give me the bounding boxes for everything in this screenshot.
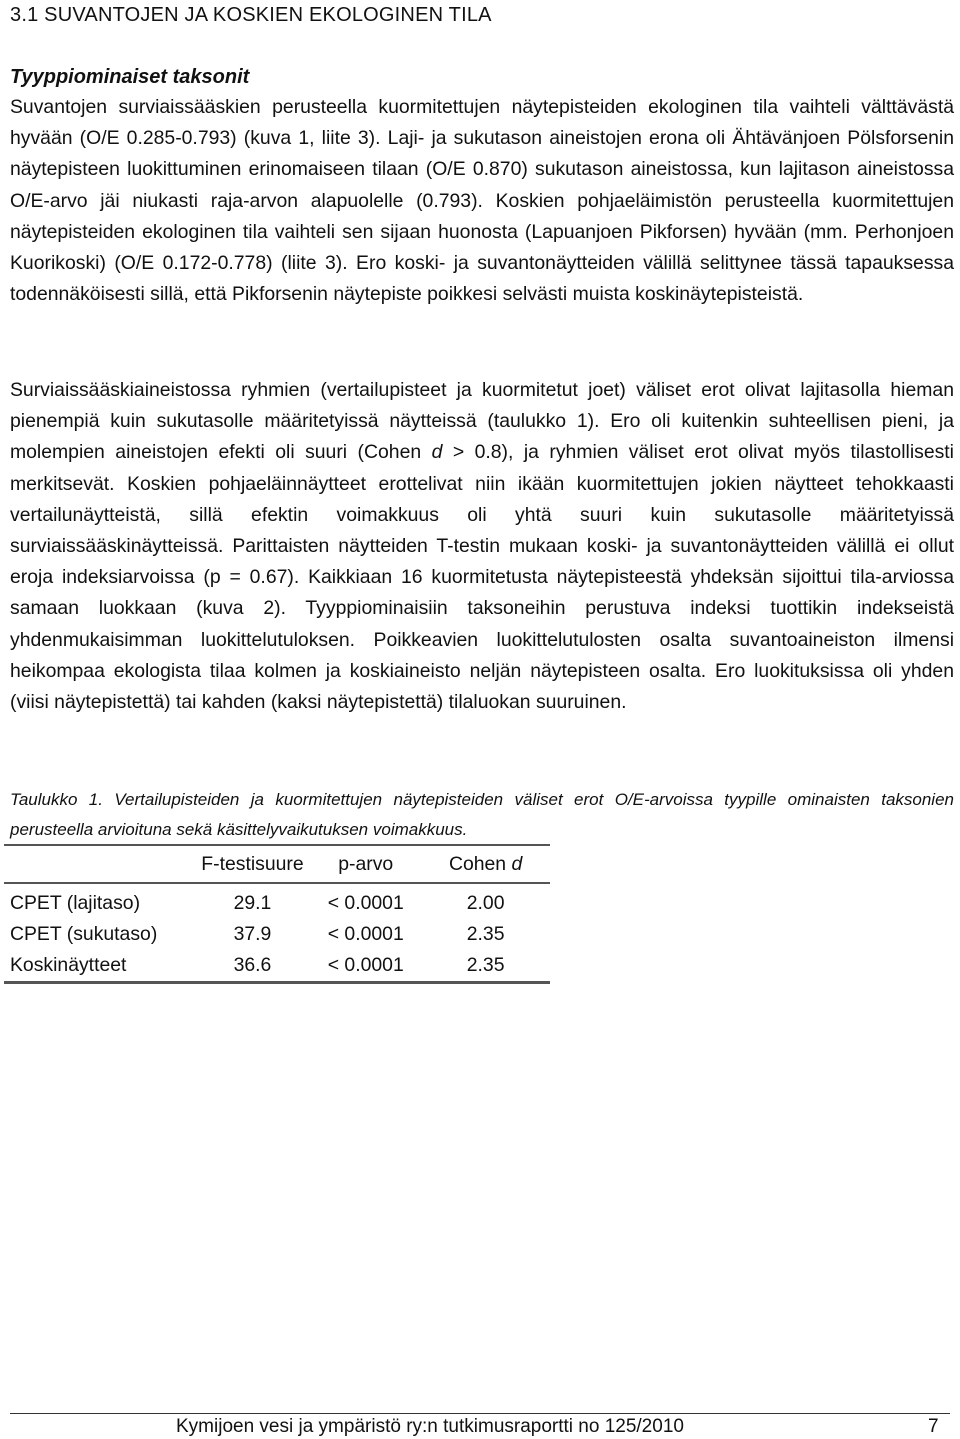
- header-cohen-d: [421, 845, 550, 883]
- row-p-value: < 0.0001: [327, 892, 404, 914]
- row-label: CPET (sukutaso): [10, 923, 158, 945]
- section-heading: 3.1 SUVANTOJEN JA KOSKIEN EKOLOGINEN TILA: [10, 4, 492, 26]
- table-row: [4, 919, 550, 950]
- paragraph-1: Suvantojen surviaissääskien perusteella kuormitettujen näytepisteiden ekologinen tila vaihteli välttävästä hyvään (O/E 0.285-0.793) (kuva 1, liite 3). Laji- ja sukutason aineistojen erona oli Ähtävänjoen Pölsforsenin näytepisteen luokittuminen erinomaiseen tilaan (O/E 0.870) sukutason aineistossa, kun lajitason aineistossa O/E-arvo jäi niukasti raja-arvon alapuolelle (0.793). Koskien pohjaeläimistön perusteella kuormitettujen näytepisteiden ekologinen tila vaihteli sen sijaan huonosta (Lapuanjoen Pikforsen) hyvään (mm. Perhonjoen Kuorikoski) (O/E 0.172-0.778) (liite 3). Ero koski- ja suvantonäytteiden välillä selittynee tässä tapauksessa todennäköisesti sillä, että Pikforsenin näytepiste poikkesi selvästi muista koskinäytepisteistä.: [10, 96, 954, 306]
- row-d-value: 2.00: [466, 892, 505, 914]
- paragraph-2-d-symbol: d: [431, 441, 443, 464]
- row-p-value: < 0.0001: [327, 954, 404, 976]
- table-row: [4, 950, 550, 983]
- footer-text: Kymijoen vesi ja ympäristö ry:n tutkimusraportti no 125/2010: [176, 1416, 684, 1437]
- row-f-value: 37.9: [233, 923, 272, 945]
- sub-heading: Tyyppiominaiset taksonit: [10, 66, 250, 88]
- header-cohen-text: Cohen: [448, 852, 512, 875]
- header-label: [4, 845, 195, 883]
- header-f-test: F-testisuure: [201, 852, 304, 875]
- row-f-value: 29.1: [233, 892, 272, 914]
- results-table: [4, 844, 550, 984]
- row-label: Koskinäytteet: [10, 954, 127, 976]
- row-f-value: 36.6: [233, 954, 272, 976]
- footer-divider: [10, 1413, 950, 1414]
- paragraph-2: [10, 375, 954, 718]
- page-number: 7: [928, 1416, 939, 1437]
- header-p-value: p-arvo: [338, 852, 394, 875]
- table-caption: Taulukko 1. Vertailupisteiden ja kuormitettujen näytepisteiden väliset erot O/E-arvoissa tyypille ominaisten taksonien perusteella arvioituna sekä käsittelyvaikutuksen voimakkuus.: [10, 790, 954, 839]
- table-header-row: [4, 845, 550, 883]
- header-d-symbol: d: [511, 852, 523, 875]
- results-table-wrapper: [4, 844, 550, 984]
- row-label: CPET (lajitaso): [10, 892, 141, 914]
- row-d-value: 2.35: [466, 923, 505, 945]
- paragraph-2-part-1: Surviaissääskiaineistossa ryhmien (vertailupisteet ja kuormitetut joet) väliset erot olivat lajitasolla hieman pienempiä kuin sukutasolle määritetyissä näytteissä (taulukko 1). Ero oli kuitenkin suhteellisen pieni, ja molempien aineistojen efekti oli suuri (Cohen: [10, 379, 954, 464]
- row-d-value: 2.35: [466, 954, 505, 976]
- table-row: [4, 883, 550, 919]
- paragraph-2-part-2: > 0.8), ja ryhmien väliset erot olivat myös tilastollisesti merkitsevät. Koskien pohjaeläinnäytteet erottelivat niin ikään kuormitettujen jokien näytteet tehokkaasti vertailunäytteistä, sillä efektin voimakkuus oli yhtä suuri kuin sukutasolle määritetyissä surviaissääskinäytteissä. Parittaisten näytteiden T-testin mukaan koski- ja suvantonäytteiden välillä ei ollut eroja indeksiarvoissa (p = 0.67). Kaikkiaan 16 kuormitetusta näytepisteestä yhdeksän sijoittui tila-arviossa samaan luokkaan (kuva 2). Tyyppiominaisiin taksoneihin perustuva indeksi tuottikin indekseistä yhdenmukaisimman luokittelutuloksen. Poikkeavien luokittelutulosten osalta suvantoaineiston ilmensi heikompaa ekologista tilaa kolmen ja koskiaineisto neljän näytepisteen osalta. Ero luokituksissa oli yhden (viisi näytepistettä) tai kahden (kaksi näytepistettä) tilaluokan suuruinen.: [10, 441, 954, 714]
- row-p-value: < 0.0001: [327, 923, 404, 945]
